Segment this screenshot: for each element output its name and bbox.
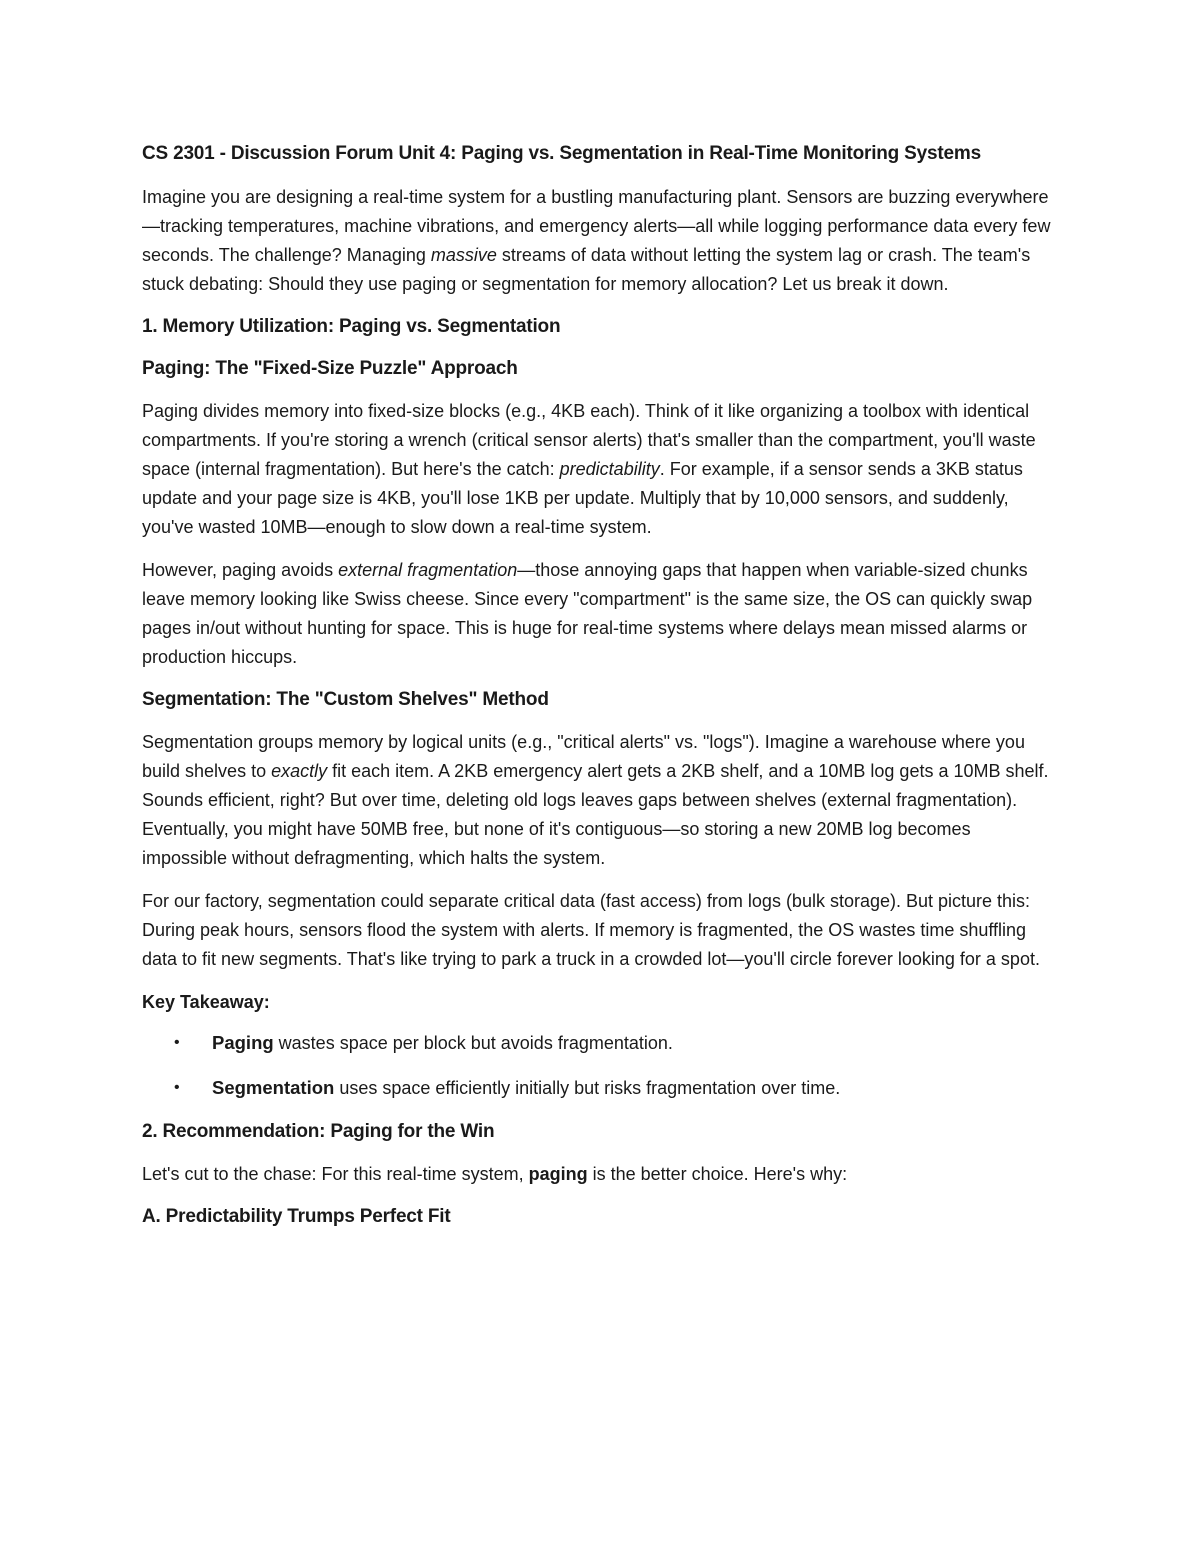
paging-paragraph-2 (142, 556, 1060, 672)
paging-p1-emphasis: predictability (559, 459, 660, 479)
intro-paragraph (142, 183, 1060, 299)
intro-text-1: Imagine you are designing a real-time system for a bustling manufacturing plant. Sensors are buzzing everywhere—tracking temperatures, machine vibrations, and emergency alerts—all while logging performance data every few seconds. The challenge? Managing (142, 187, 1051, 265)
takeaway-list (142, 1028, 1060, 1103)
intro-text-2: streams of data without letting the system lag or crash. The team's stuck debating: Should they use paging or segmentation for memory allocation? Let us break it down. (142, 245, 1031, 294)
rec-text-a: Let's cut to the chase: For this real-time system, (142, 1164, 529, 1184)
paging-paragraph-1 (142, 397, 1060, 542)
rec-strong: paging (528, 1164, 588, 1184)
paging-heading: Paging: The "Fixed-Size Puzzle" Approach (142, 358, 518, 379)
paging-p1-text-b: . For example, if a sensor sends a 3KB status update and your page size is 4KB, you'll lose 1KB per update. Multiply that by 10,000 sensors, and suddenly, you've wasted 10MB—enough to slow down a real-time system. (142, 459, 1023, 537)
segmentation-paragraph-2: For our factory, segmentation could separate critical data (fast access) from logs (bulk storage). But picture this: During peak hours, sensors flood the system with alerts. If memory is fragmented, the OS wastes time shuffling data to fit new segments. That's like trying to park a truck in a crowded lot—you'll circle forever looking for a spot. (142, 891, 1040, 969)
recommendation-paragraph (142, 1160, 1060, 1189)
bullet-icon: • (174, 1034, 180, 1051)
seg-p1-text-b: fit each item. A 2KB emergency alert gets a 2KB shelf, and a 10MB log gets a 10MB shelf. Sounds efficient, right? But over time, deleting old logs leaves gaps between shelves (external fragmentation). Eventually, you might have 50MB free, but none of it's contiguous—so storing a new 20MB log becomes impossible without defragmenting, which halts the system. (142, 761, 1049, 868)
intro-emphasis: massive (430, 245, 497, 265)
segmentation-heading: Segmentation: The "Custom Shelves" Method (142, 689, 549, 710)
seg-p1-emphasis: exactly (271, 761, 328, 781)
section1-heading: 1. Memory Utilization: Paging vs. Segmentation (142, 316, 561, 337)
paging-p2-emphasis: external fragmentation (338, 560, 518, 580)
subheading-a: A. Predictability Trumps Perfect Fit (142, 1206, 451, 1227)
segmentation-paragraph-1 (142, 728, 1060, 873)
takeaway-term: Paging (212, 1032, 274, 1053)
key-takeaway-label: Key Takeaway: (142, 992, 270, 1012)
list-item (142, 1073, 1060, 1103)
paging-p2-text-b: —those annoying gaps that happen when variable-sized chunks leave memory looking like Swiss cheese. Since every "compartment" is the same size, the OS can quickly swap pages in/out without hunting for space. This is huge for real-time systems where delays mean missed alarms or production hiccups. (142, 560, 1033, 667)
bullet-icon: • (174, 1079, 180, 1096)
list-item (142, 1028, 1060, 1058)
seg-p1-text-a: Segmentation groups memory by logical units (e.g., "critical alerts" vs. "logs"). Imagine a warehouse where you build shelves to (142, 732, 1025, 781)
takeaway-text: wastes space per block but avoids fragmentation. (273, 1033, 673, 1053)
paging-p1-text-a: Paging divides memory into fixed-size blocks (e.g., 4KB each). Think of it like organizing a toolbox with identical compartments. If you're storing a wrench (critical sensor alerts) that's smaller than the compartment, you'll waste space (internal fragmentation). But here's the catch: (142, 401, 1036, 479)
section2-heading: 2. Recommendation: Paging for the Win (142, 1121, 495, 1142)
page-title: CS 2301 - Discussion Forum Unit 4: Paging vs. Segmentation in Real-Time Monitoring Systems (142, 143, 981, 164)
rec-text-b: is the better choice. Here's why: (587, 1164, 848, 1184)
takeaway-term: Segmentation (212, 1077, 335, 1098)
takeaway-text: uses space efficiently initially but risks fragmentation over time. (334, 1078, 841, 1098)
paging-p2-text-a: However, paging avoids (142, 560, 339, 580)
